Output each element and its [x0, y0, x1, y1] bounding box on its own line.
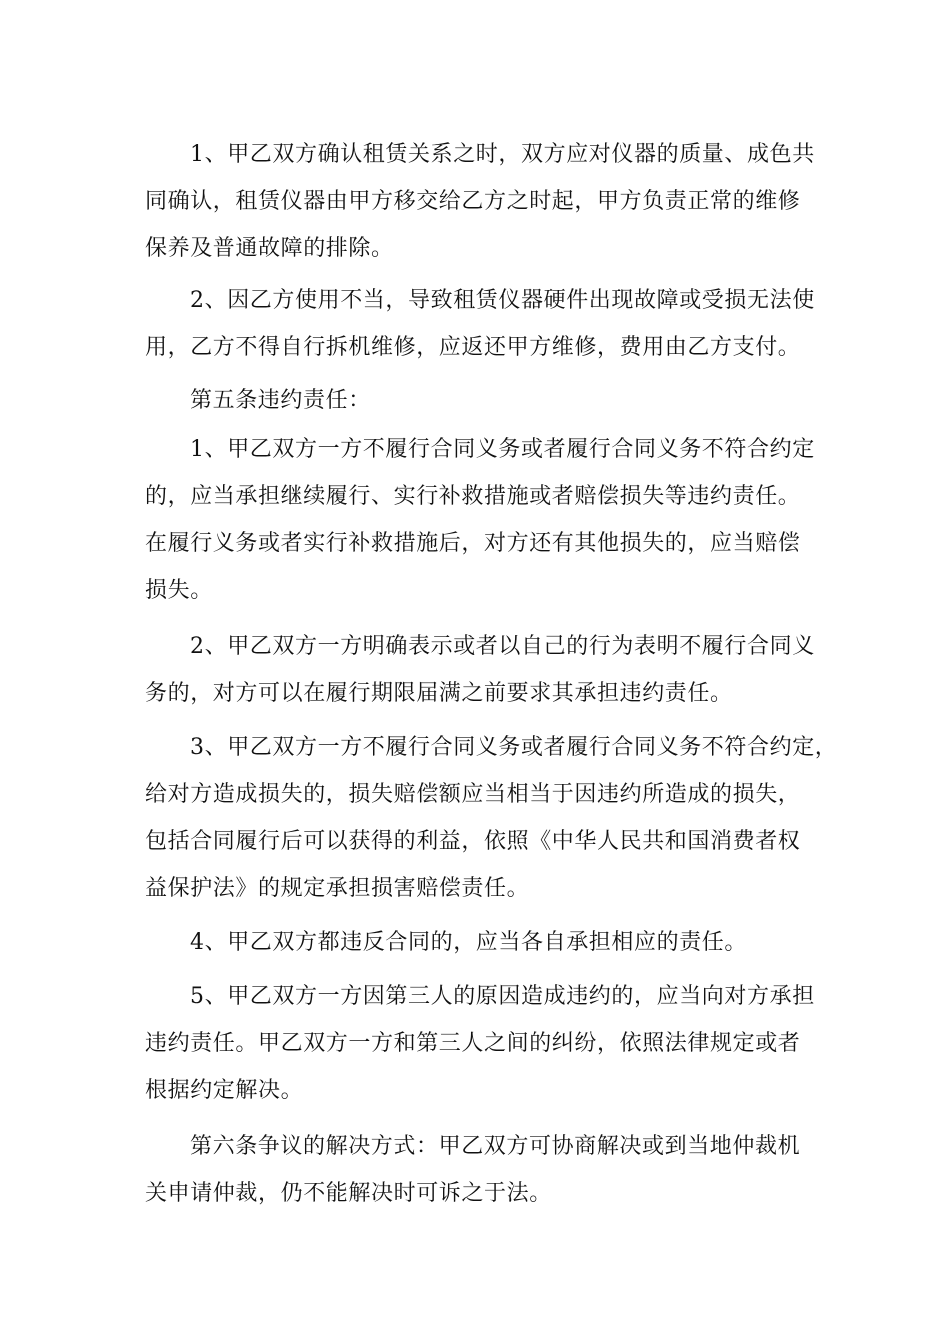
text-line: 用，乙方不得自行拆机维修，应返还甲方维修，费用由乙方支付。	[145, 335, 801, 360]
section-heading: 第六条争议的解决方式：甲乙双方可协商解决或到当地仲裁机	[190, 1134, 801, 1159]
text-line: 在履行义务或者实行补救措施后，对方还有其他损失的，应当赔偿	[145, 531, 801, 556]
text-line: 益保护法》的规定承担损害赔偿责任。	[145, 876, 530, 901]
text-line: 务的，对方可以在履行期限届满之前要求其承担违约责任。	[145, 681, 733, 706]
text-line: 1、甲乙双方一方不履行合同义务或者履行合同义务不符合约定	[190, 437, 815, 462]
text-line: 损失。	[145, 578, 213, 603]
text-line: 关申请仲裁，仍不能解决时可诉之于法。	[145, 1181, 552, 1206]
text-line: 5、甲乙双方一方因第三人的原因造成违约的，应当向对方承担	[190, 984, 815, 1009]
text-line: 3、甲乙双方一方不履行合同义务或者履行合同义务不符合约定，	[190, 735, 838, 760]
text-line: 的，应当承担继续履行、实行补救措施或者赔偿损失等违约责任。	[145, 484, 801, 509]
text-line: 包括合同履行后可以获得的利益，依照《中华人民共和国消费者权	[145, 829, 801, 854]
text-line: 1、甲乙双方确认租赁关系之时，双方应对仪器的质量、成色共	[190, 142, 815, 167]
text-line: 根据约定解决。	[145, 1078, 304, 1103]
section-heading: 第五条违约责任：	[190, 388, 371, 413]
text-line: 同确认，租赁仪器由甲方移交给乙方之时起，甲方负责正常的维修	[145, 189, 801, 214]
text-line: 2、甲乙双方一方明确表示或者以自己的行为表明不履行合同义	[190, 634, 815, 659]
text-line: 保养及普通故障的排除。	[145, 236, 394, 261]
text-line: 2、因乙方使用不当，导致租赁仪器硬件出现故障或受损无法使	[190, 288, 815, 313]
text-line: 给对方造成损失的，损失赔偿额应当相当于因违约所造成的损失，	[145, 782, 801, 807]
text-line: 4、甲乙双方都违反合同的，应当各自承担相应的责任。	[190, 930, 747, 955]
text-line: 违约责任。甲乙双方一方和第三人之间的纠纷，依照法律规定或者	[145, 1031, 801, 1056]
